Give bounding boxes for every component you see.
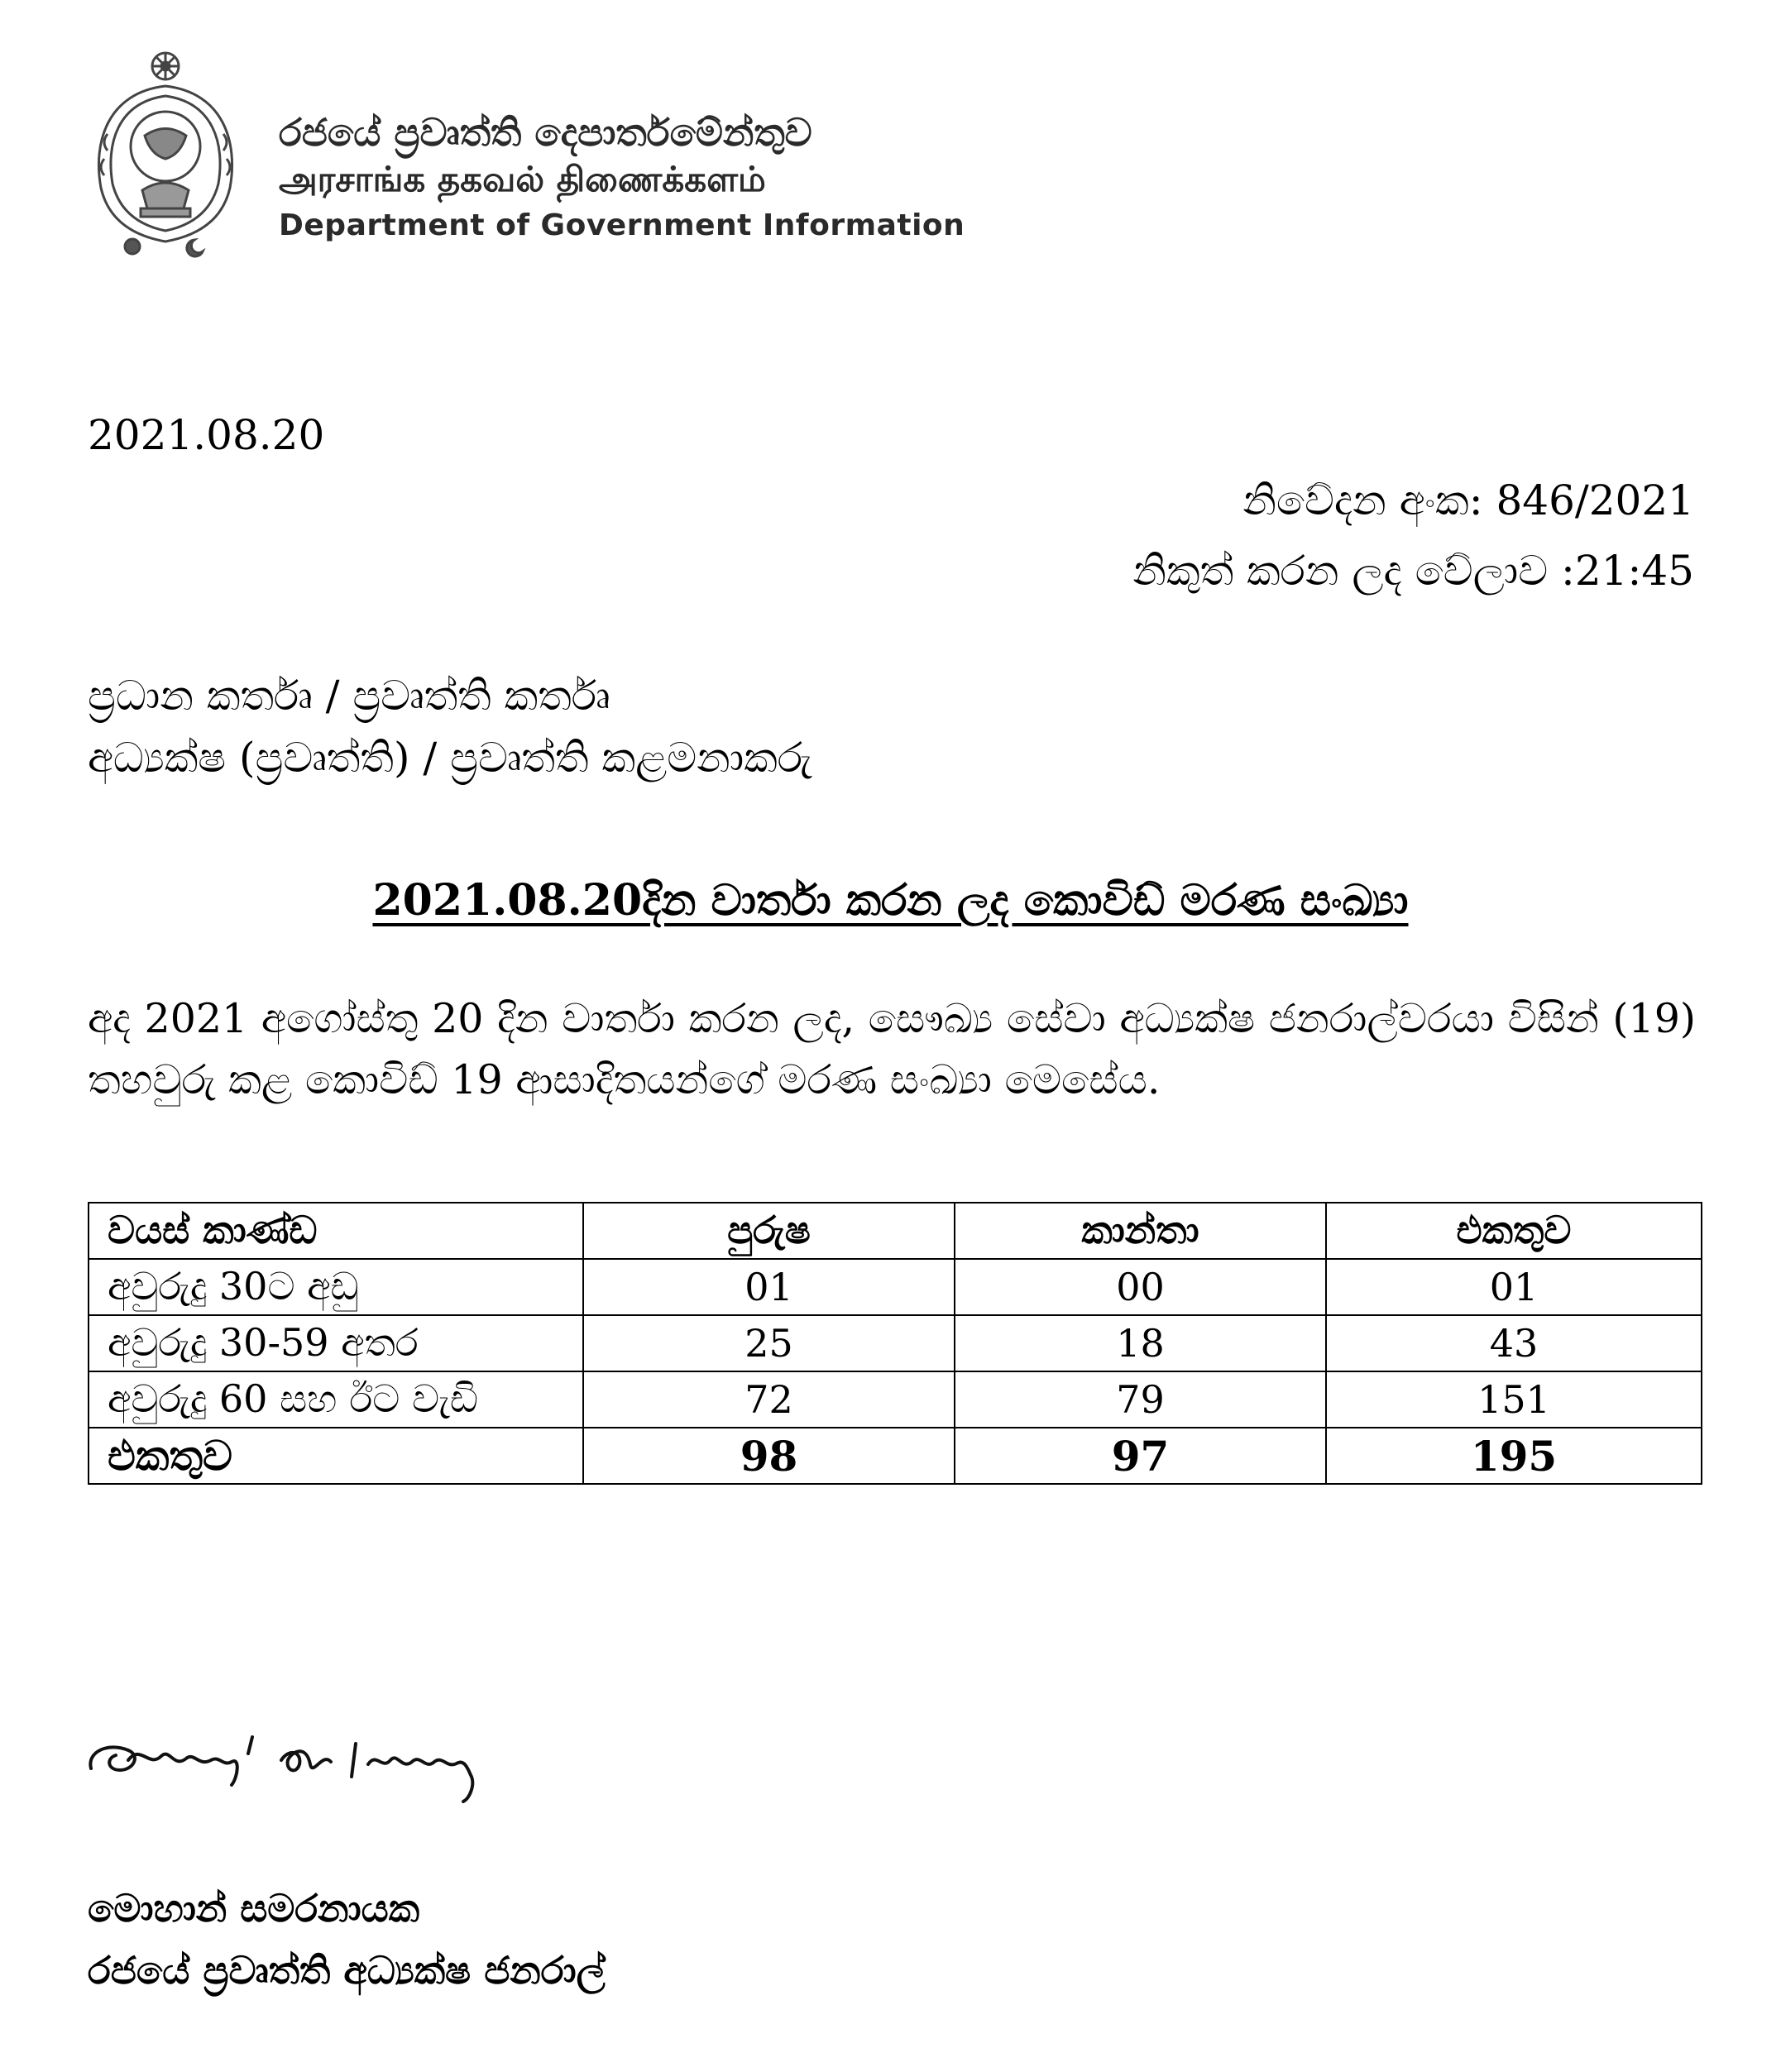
- handwritten-signature: [83, 1719, 546, 1810]
- male-count-cell: 25: [583, 1315, 955, 1371]
- table-row: [89, 1371, 1702, 1428]
- release-number: නිවේදන අංක: 846/2021: [1242, 476, 1694, 524]
- age-group-cell: අවුරුදු 30-59 අතර: [89, 1315, 583, 1371]
- female-count-cell: 00: [955, 1259, 1326, 1315]
- release-date: 2021.08.20: [88, 411, 325, 459]
- age-group-cell: අවුරුදු 30ට අඩු: [89, 1259, 583, 1315]
- government-emblem-icon: [83, 43, 248, 258]
- headline: 2021.08.20දින වාර්තා කරන ලද කොවිඩ් මරණ සංඛ්‍යා: [372, 875, 1409, 926]
- reference-block: [1132, 466, 1694, 606]
- table-row: [89, 1259, 1702, 1315]
- total-male-cell: 98: [583, 1428, 955, 1484]
- age-group-cell: අවුරුදු 60 සහ ඊට වැඩි: [89, 1371, 583, 1428]
- signer-name: මොහාන් සමරනායක: [88, 1886, 420, 1931]
- total-count-cell: 43: [1326, 1315, 1702, 1371]
- header-female: කාන්තා: [955, 1203, 1326, 1259]
- letterhead-tamil-name: அரசாங்க தகவல் திணைக்களம்: [279, 159, 766, 199]
- header-total: එකතුව: [1326, 1203, 1702, 1259]
- letterhead-sinhala-name: රජයේ ප්‍රවෘත්ති දෙපාර්තමේන්තුව: [279, 110, 812, 155]
- total-label-cell: එකතුව: [89, 1428, 583, 1484]
- female-count-cell: 18: [955, 1315, 1326, 1371]
- header-age-group: වයස් කාණ්ඩ: [89, 1203, 583, 1259]
- recipient-line: අධ්‍යක්ෂ (ප්‍රවෘත්ති) / ප්‍රවෘත්ති කළමනාකරු: [88, 734, 812, 782]
- total-female-cell: 97: [955, 1428, 1326, 1484]
- female-count-cell: 79: [955, 1371, 1326, 1428]
- letterhead-english-name: Department of Government Information: [279, 208, 965, 242]
- header-male: පුරුෂ: [583, 1203, 955, 1259]
- body-paragraph: අද 2021 අගෝස්තු 20 දින වාර්තා කරන ලද, සෞඛ්‍ය සේවා අධ්‍යක්ෂ ජනරාල්වරයා විසින් (19) තහවුරු කළ කොවිඩ් 19 ආසාදිතයන්ගේ මරණ සංඛ්‍යා මෙසේය.: [88, 995, 1696, 1103]
- deaths-table: [88, 1202, 1702, 1485]
- total-count-cell: 01: [1326, 1259, 1702, 1315]
- recipient-line: ප්‍රධාන කර්තෘ / ප්‍රවෘත්ති කර්තෘ: [88, 672, 610, 720]
- table-total-row: [89, 1428, 1702, 1484]
- table-row: [89, 1315, 1702, 1371]
- male-count-cell: 72: [583, 1371, 955, 1428]
- table-header-row: [89, 1203, 1702, 1259]
- male-count-cell: 01: [583, 1259, 955, 1315]
- signer-title: රජයේ ප්‍රවෘත්ති අධ්‍යක්ෂ ජනරාල්: [88, 1948, 606, 1993]
- grand-total-cell: 195: [1326, 1428, 1702, 1484]
- total-count-cell: 151: [1326, 1371, 1702, 1428]
- recipients: [88, 665, 812, 789]
- release-time: නිකුත් කරන ලද වේලාව :21:45: [1132, 547, 1694, 595]
